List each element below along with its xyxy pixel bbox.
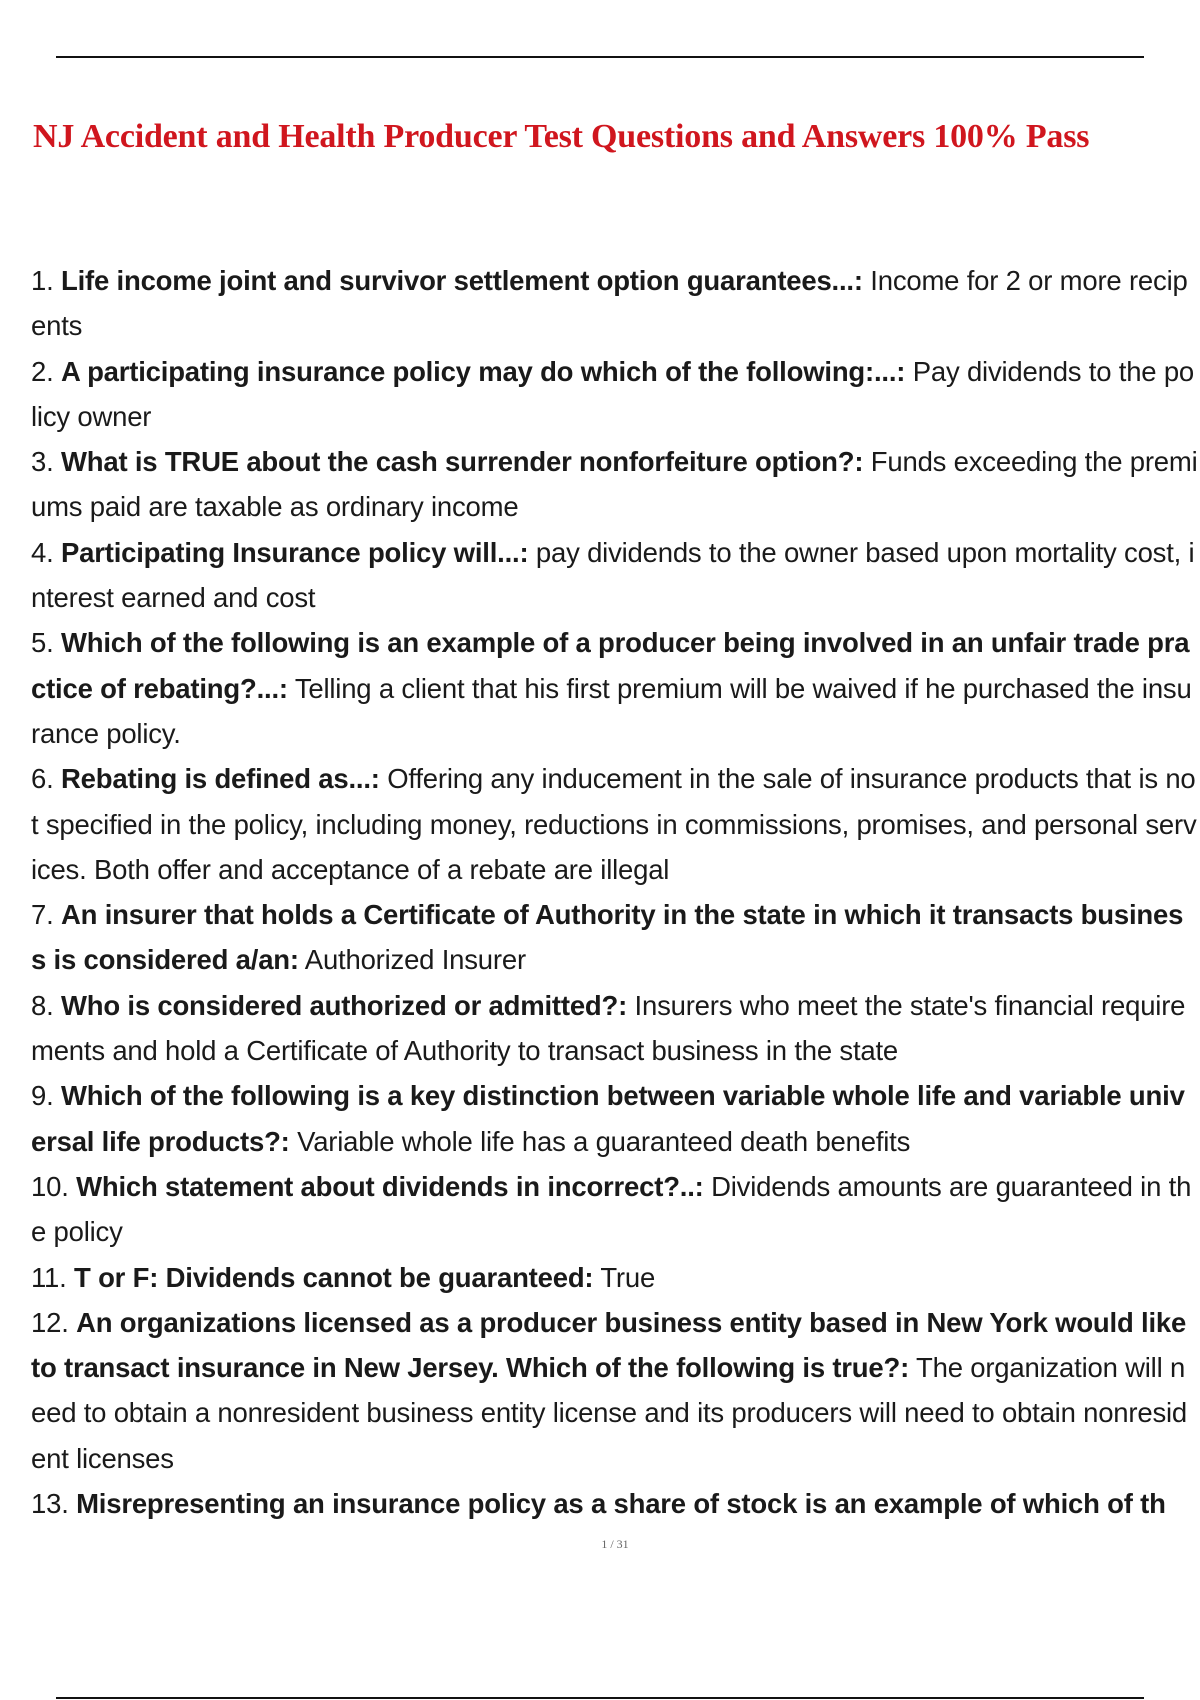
qa-item bbox=[31, 439, 1198, 530]
question-text: What is TRUE about the cash surrender nonforfeiture option?: bbox=[61, 446, 864, 478]
question-number: 11. bbox=[31, 1261, 67, 1293]
qa-item bbox=[31, 756, 1198, 892]
qa-item bbox=[31, 1255, 1198, 1300]
qa-item bbox=[31, 349, 1198, 440]
question-text: Participating Insurance policy will...: bbox=[61, 536, 529, 568]
answer-text: Offering any inducement in the sale of insurance products that is not specified in the policy, including money, reductions in commissions, promises, and personal services. Both offer and acceptance of a rebate are illegal bbox=[31, 763, 1197, 885]
qa-item bbox=[31, 1073, 1198, 1164]
question-number: 10. bbox=[31, 1170, 69, 1202]
question-text: Life income joint and survivor settlement option guarantees...: bbox=[61, 265, 863, 296]
answer-text: The organization will need to obtain a nonresident business entity license and its producers will need to obtain nonresident licenses bbox=[31, 1352, 1188, 1474]
question-text: An organizations licensed as a producer business entity based in New York would like to transact insurance in New Jersey. Which of the following is true?: bbox=[31, 1306, 1187, 1384]
question-text: Which of the following is an example of a producer being involved in an unfair trade practice of rebating?...: bbox=[31, 627, 1190, 704]
question-text: Misrepresenting an insurance policy as a share of stock is an example of which of th bbox=[76, 1488, 1166, 1520]
question-text: Rebating is defined as...: bbox=[61, 763, 380, 795]
qa-item bbox=[31, 530, 1198, 621]
qa-item bbox=[31, 1481, 1198, 1526]
answer-text: Pay dividends to the policy owner bbox=[31, 355, 1195, 432]
question-number: 6. bbox=[31, 763, 54, 795]
question-text: A participating insurance policy may do which of the following:...: bbox=[61, 355, 906, 387]
qa-item bbox=[31, 892, 1198, 983]
qa-item bbox=[31, 1164, 1198, 1255]
question-number: 4. bbox=[31, 536, 54, 568]
question-number: 3. bbox=[31, 446, 54, 478]
answer-text: Variable whole life has a guaranteed death benefits bbox=[297, 1125, 911, 1157]
qa-item bbox=[31, 1300, 1198, 1481]
question-number: 13. bbox=[31, 1488, 69, 1520]
question-text: Who is considered authorized or admitted?: bbox=[61, 989, 628, 1021]
answer-text: True bbox=[600, 1261, 656, 1293]
question-number: 12. bbox=[31, 1306, 69, 1338]
question-text: An insurer that holds a Certificate of Authority in the state in which it transacts business is considered a/an: bbox=[31, 899, 1184, 976]
answer-text: pay dividends to the owner based upon mortality cost, interest earned and cost bbox=[31, 536, 1195, 614]
question-text: Which of the following is a key distinction between variable whole life and variable universal life products?: bbox=[31, 1080, 1185, 1157]
answer-text: Funds exceeding the premiums paid are taxable as ordinary income bbox=[31, 446, 1198, 523]
question-number: 9. bbox=[31, 1080, 54, 1112]
answer-text: Authorized Insurer bbox=[304, 944, 526, 976]
answer-text: Telling a client that his first premium will be waived if he purchased the insurance policy. bbox=[31, 672, 1192, 749]
question-text: Which statement about dividends in incorrect?..: bbox=[76, 1170, 704, 1202]
answer-text: Income for 2 or more recipents bbox=[31, 265, 1188, 342]
bottom-divider bbox=[56, 1697, 1144, 1699]
question-text: T or F: Dividends cannot be guaranteed: bbox=[74, 1261, 594, 1293]
qa-item bbox=[31, 258, 1198, 349]
qa-item bbox=[31, 620, 1198, 756]
page-indicator: 1 / 31 bbox=[601, 1537, 629, 1551]
answer-text: Insurers who meet the state's financial requirements and hold a Certificate of Authority to transact business in the state bbox=[31, 989, 1186, 1067]
question-number: 7. bbox=[31, 899, 54, 931]
top-divider bbox=[56, 56, 1144, 58]
qa-item bbox=[31, 983, 1198, 1074]
question-number: 8. bbox=[31, 989, 54, 1021]
answer-text: Dividends amounts are guaranteed in the policy bbox=[31, 1170, 1192, 1248]
qa-list bbox=[31, 258, 1198, 1526]
question-number: 5. bbox=[31, 627, 54, 659]
document-title: NJ Accident and Health Producer Test Questions and Answers 100% Pass bbox=[33, 118, 1090, 155]
question-number: 2. bbox=[31, 355, 54, 387]
question-number: 1. bbox=[31, 265, 54, 296]
